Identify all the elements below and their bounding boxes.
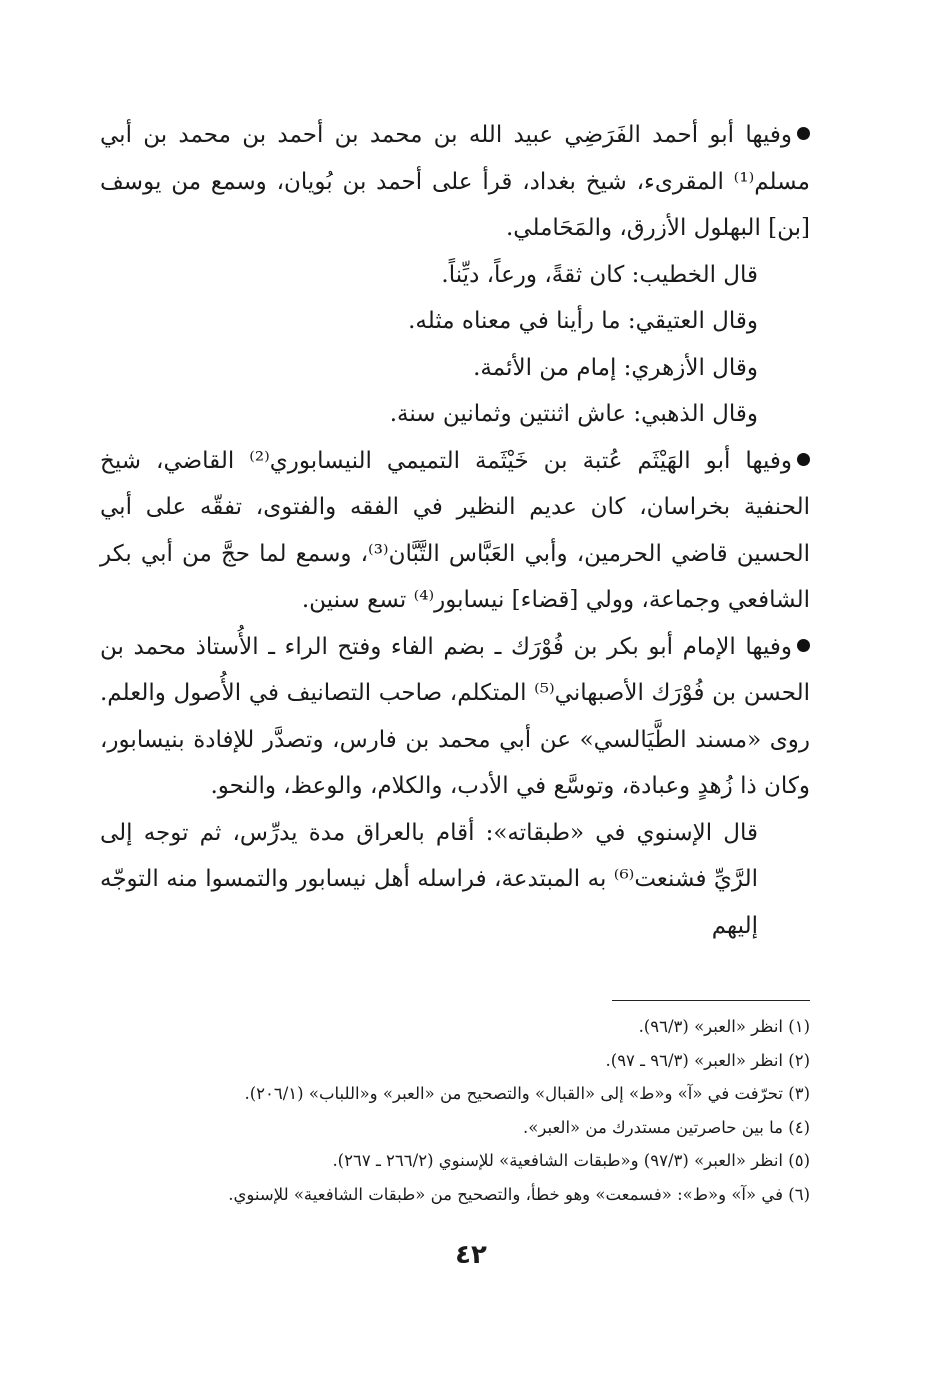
paragraph-farradi xyxy=(100,112,810,252)
quote-azhari xyxy=(100,345,810,392)
paragraph-text: وفيها أبو الهَيْثَم عُتبة بن خَيْثَمة التميمي النيسابوري⁽²⁾ القاضي، شيخ الحنفية بخراسان، كان عديم النظير في الفقه والفتوى، تفقّه على أبي الحسين قاضي الحرمين، وأبي العَبَّاس التَّبَّان⁽³⁾، وسمع لما حجَّ من أبي بكر الشافعي وجماعة، وولي [قضاء] نيسابور⁽⁴⁾ تسع سنين. xyxy=(100,447,810,613)
paragraph-text: وقال الذهبي: عاش اثنتين وثمانين سنة. xyxy=(389,401,758,427)
bullet-icon xyxy=(797,127,810,140)
footnote-2: (٢) انظر «العبر» (٩٦/٣ ـ ٩٧). xyxy=(605,1050,810,1070)
paragraph-text: وقال الأزهري: إمام من الأئمة. xyxy=(473,354,758,381)
paragraph-text: قال الخطيب: كان ثقةً، ورعاً، ديِّناً. xyxy=(441,261,758,288)
bullet-icon xyxy=(797,453,810,466)
bullet-icon xyxy=(797,639,810,652)
page-number: ٤٢ xyxy=(455,1240,487,1270)
footnote-3: (٣) تحرّفت في «آ» و«ط» إلى «القبال» والتصحيح من «العبر» و«اللباب» (٢٠٦/١). xyxy=(244,1084,810,1103)
quote-khatib xyxy=(100,252,810,299)
footnote-4: (٤) ما بين حاصرتين مستدرك من «العبر». xyxy=(523,1117,810,1137)
footnotes xyxy=(100,1010,810,1211)
paragraph-text: قال الإسنوي في «طبقاته»: أقام بالعراق مدة يدرِّس، ثم توجه إلى الرَّيِّ فشنعت⁽⁶⁾ به المبتدعة، فراسله أهل نيسابور والتمسوا منه التوجّه إليهم xyxy=(100,819,758,939)
page xyxy=(100,112,810,1204)
footnote-1: (١) انظر «العبر» (٩٦/٣). xyxy=(638,1017,810,1036)
footnote-divider xyxy=(612,1000,810,1001)
paragraph-text: وفيها أبو أحمد الفَرَضِي عبيد الله بن محمد بن أحمد بن محمد بن أبي مسلم⁽¹⁾ المقرىء، شيخ بغداد، قرأ على أحمد بن بُويان، وسمع من يوسف [بن] البهلول الأزرق، والمَحَاملي. xyxy=(100,122,810,241)
paragraph-utba xyxy=(100,438,810,624)
footnote-5: (٥) انظر «العبر» (٩٧/٣) و«طبقات الشافعية» للإسنوي (٢٦٦/٢ ـ ٢٦٧). xyxy=(332,1151,810,1170)
paragraph-text: وفيها الإمام أبو بكر بن فُوْرَك ـ بضم الفاء وفتح الراء ـ الأُستاذ محمد بن الحسن بن فُوْرَك الأصبهاني⁽⁵⁾ المتكلم، صاحب التصانيف في الأُصول والعلم. روى «مسند الطَّيَالسي» عن أبي محمد بن فارس، وتصدَّر للإفادة بنيسابور، وكان ذا زُهدٍ وعبادة، وتوسَّع في الأدب، والكلام، والوعظ، والنحو. xyxy=(100,633,810,799)
paragraph-text: وقال العتيقي: ما رأينا في معناه مثله. xyxy=(408,308,758,334)
footnote-6: (٦) في «آ» و«ط»: «فسمعت» وهو خطأ، والتصحيح من «طبقات الشافعية» للإسنوي. xyxy=(228,1184,810,1204)
quote-dhahabi xyxy=(100,391,810,438)
quote-atiqi xyxy=(100,298,810,345)
paragraph-ibn-furak xyxy=(100,624,810,810)
quote-isnawi xyxy=(100,810,810,950)
main-text xyxy=(100,112,810,949)
